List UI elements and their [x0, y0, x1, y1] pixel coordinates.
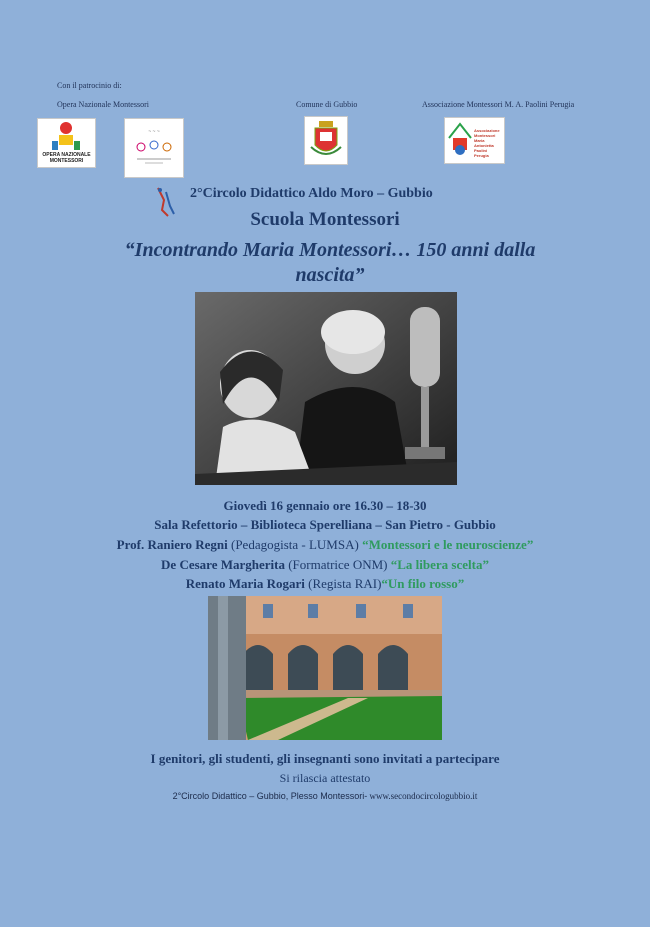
speaker-role: (Regista RAI)	[308, 576, 382, 591]
org-associazione-label: Associazione Montessori M. A. Paolini Perugia	[422, 100, 575, 109]
school-name: Scuola Montessori	[250, 209, 400, 230]
footer-line	[0, 791, 650, 801]
invite-line: I genitori, gli studenti, gli insegnanti sono invitati a partecipare	[150, 751, 500, 766]
speaker-role: (Formatrice ONM)	[288, 557, 388, 572]
speaker-name: De Cesare Margherita	[161, 557, 285, 572]
speaker-name: Renato Maria Rogari	[185, 576, 305, 591]
comune-gubbio-crest	[304, 116, 348, 165]
school-line: 2°Circolo Didattico Aldo Moro – Gubbio	[190, 186, 433, 201]
opera-logo-text: OPERA NAZIONALE MONTESSORI	[42, 152, 91, 164]
cloister-photo	[208, 596, 442, 740]
footer-website-link[interactable]: www.secondocircologubbio.it	[369, 791, 478, 801]
children-drawing-icon	[125, 119, 183, 177]
associazione-paolini-logo	[444, 117, 505, 164]
crest-icon	[305, 117, 347, 164]
speaker-topic: “Montessori e le neuroscienze”	[362, 537, 534, 552]
circle-children-logo	[124, 118, 184, 178]
speaker-row	[0, 537, 650, 553]
opera-montessori-logo	[37, 118, 96, 168]
svg-text:~ ~ ~: ~ ~ ~	[148, 129, 160, 135]
event-title: “Incontrando Maria Montessori… 150 anni dalla nascita”	[124, 239, 536, 286]
speaker-row	[0, 557, 650, 573]
patrocinio-label: Con il patrocinio di:	[57, 81, 122, 90]
speaker-topic: “La libera scelta”	[390, 557, 489, 572]
speaker-row	[0, 576, 650, 592]
attestato-line: Si rilascia attestato	[279, 771, 371, 785]
footer-org: 2°Circolo Didattico – Gubbio, Plesso Montessori-	[172, 791, 368, 801]
event-venue: Sala Refettorio – Biblioteca Sperelliana – San Pietro - Gubbio	[154, 517, 496, 532]
org-comune-label: Comune di Gubbio	[296, 100, 358, 109]
event-date: Giovedì 16 gennaio ore 16.30 – 18-30	[223, 498, 427, 513]
montessori-photo	[195, 292, 457, 485]
speaker-role: (Pedagogista - LUMSA)	[231, 537, 359, 552]
assoc-logo-text: Associazione Montessori Maria Antonietta Paolini Perugia	[474, 128, 500, 158]
speaker-topic: “Un filo rosso”	[381, 576, 465, 591]
org-opera-label: Opera Nazionale Montessori	[57, 100, 149, 109]
speaker-name: Prof. Raniero Regni	[116, 537, 228, 552]
